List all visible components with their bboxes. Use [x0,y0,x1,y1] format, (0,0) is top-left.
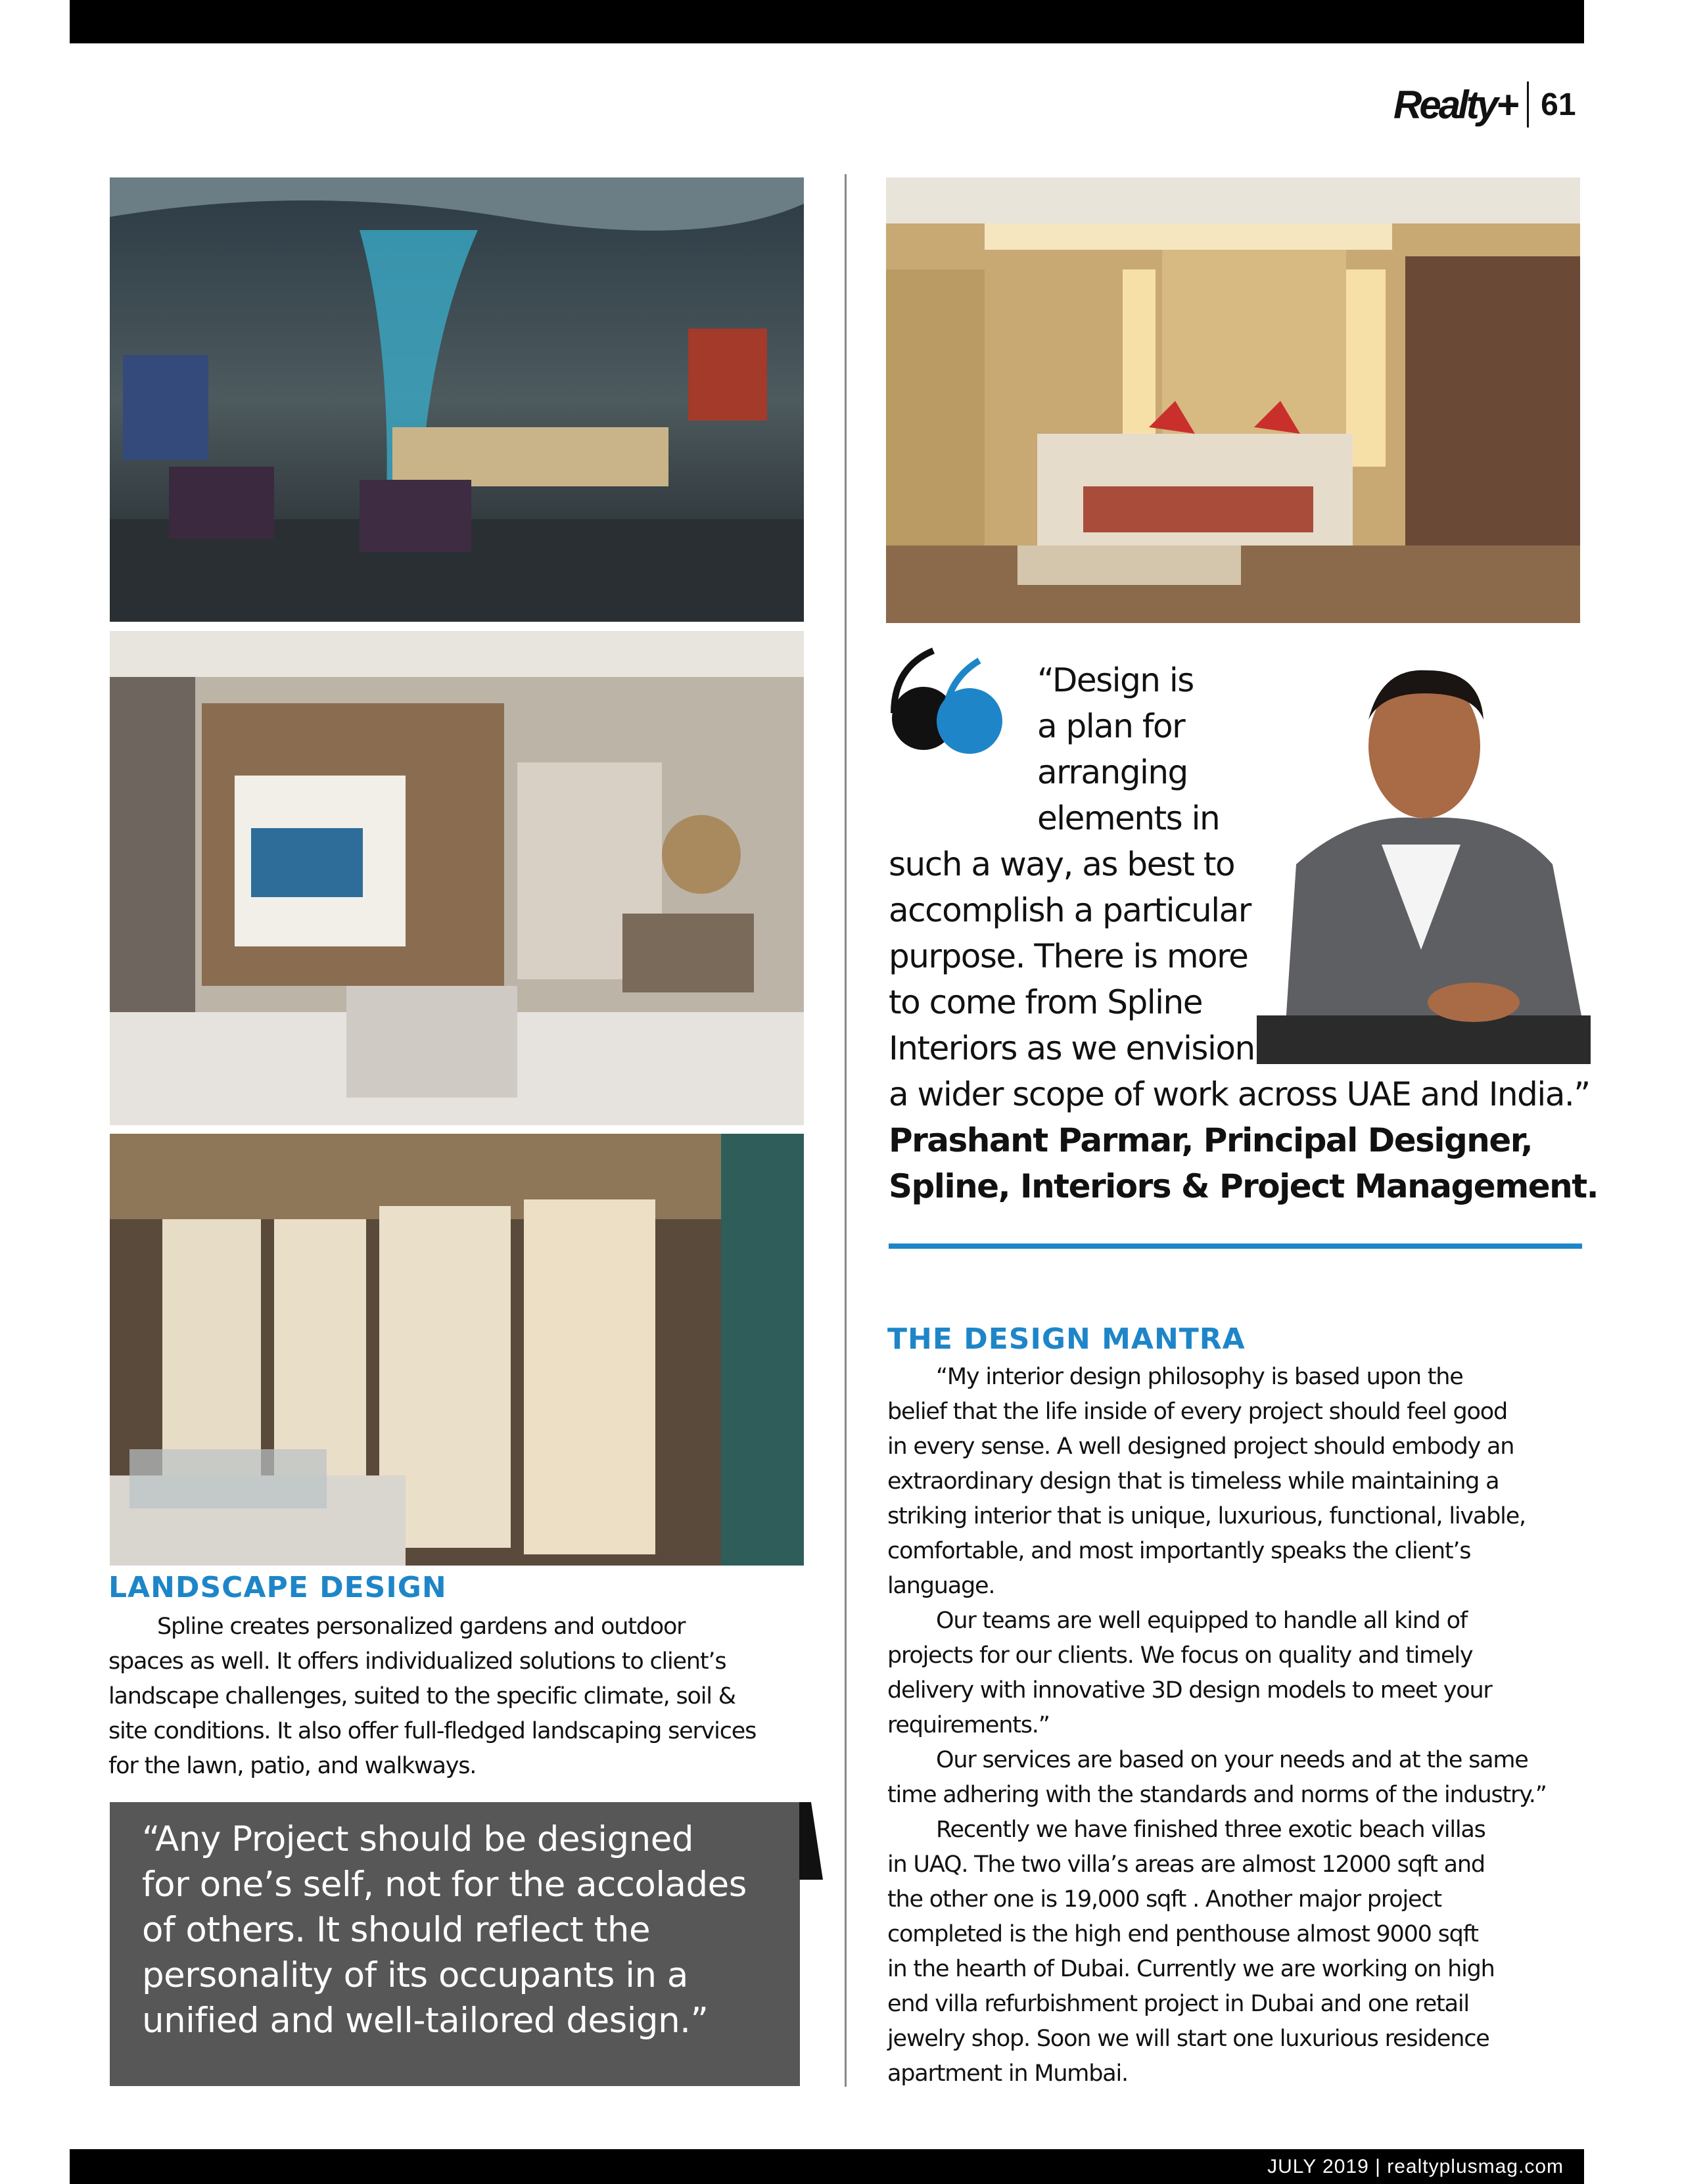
pull-quote-line: personality of its occupants in a [142,1955,688,1995]
quote-line: elements in [1037,799,1220,837]
quote-line: a plan for [1037,707,1185,745]
pull-quote-wedge [799,1802,823,1880]
bedroom-photo [886,177,1580,623]
body-line: apartment in Mumbai. [887,2060,1128,2087]
lounge-photo [110,177,804,622]
body-line: striking interior that is unique, luxurious, functional, livable, [887,1503,1526,1529]
quote-line: Interiors as we envision [889,1029,1255,1067]
body-line: for the lawn, patio, and walkways. [108,1753,477,1779]
quote-attribution [889,1117,1598,1209]
masthead-divider [1527,81,1529,128]
pull-quote-line: for one’s self, not for the accolades [142,1865,747,1905]
design-mantra-heading: THE DESIGN MANTRA [887,1322,1246,1356]
quote-line: “Design is [1037,661,1194,699]
body-line: jewelry shop. Soon we will start one luxurious residence [887,2026,1489,2052]
body-line: landscape challenges, suited to the specific climate, soil & [108,1683,736,1709]
pull-quote-text [142,1817,786,2043]
body-line: extraordinary design that is timeless while maintaining a [887,1468,1499,1495]
quote-mark-icon [887,647,1012,772]
body-line: end villa refurbishment project in Dubai and one retail [887,1991,1469,2017]
quote-line: arranging [1037,753,1188,791]
top-bar [70,0,1584,43]
body-line: in the hearth of Dubai. Currently we are working on high [887,1956,1495,1982]
column-divider [845,174,847,2087]
body-line: delivery with innovative 3D design models to meet your [887,1677,1492,1704]
portrait-photo [1257,647,1591,1064]
pull-quote-line: of others. It should reflect the [142,1910,651,1950]
body-line: in UAQ. The two villa’s areas are almost 12000 sqft and [887,1851,1485,1878]
body-line: Spline creates personalized gardens and outdoor [157,1614,686,1640]
body-line: completed is the high end penthouse almost 9000 sqft [887,1921,1478,1947]
footer-text: JULY 2019 | realtyplusmag.com [1267,2156,1564,2177]
jewelry-shop-photo [110,1134,804,1566]
design-mantra-body [887,1360,1584,2091]
body-line: site conditions. It also offer full-fledged landscaping services [108,1718,757,1744]
quote-line: to come from Spline [889,983,1202,1021]
pull-quote-line: “Any Project should be designed [142,1819,693,1859]
body-line: language. [887,1573,995,1599]
body-line: “My interior design philosophy is based upon the [936,1364,1463,1390]
quote-line: accomplish a particular [889,891,1251,929]
body-line: time adhering with the standards and norms of the industry.” [887,1782,1547,1808]
attribution-line: Spline, Interiors & Project Management. [889,1167,1599,1205]
body-line: the other one is 19,000 sqft . Another major project [887,1886,1441,1913]
page-number: 61 [1541,87,1576,122]
body-line: Recently we have finished three exotic beach villas [936,1817,1485,1843]
quote-line: a wider scope of work across UAE and India.” [889,1075,1590,1113]
living-room-photo [110,631,804,1125]
landscape-design-heading: LANDSCAPE DESIGN [108,1571,447,1604]
body-line: comfortable, and most importantly speaks the client’s [887,1538,1471,1564]
section-rule [889,1243,1582,1249]
landscape-design-body [108,1610,825,1784]
body-line: Our teams are well equipped to handle all kind of [936,1608,1467,1634]
attribution-line: Prashant Parmar, Principal Designer, [889,1121,1533,1159]
masthead [1393,78,1576,131]
pull-quote-line: unified and well-tailored design.” [142,2001,709,2041]
body-line: spaces as well. It offers individualized solutions to client’s [108,1648,726,1675]
body-line: requirements.” [887,1712,1050,1738]
quote-line: such a way, as best to [889,845,1235,883]
body-line: belief that the life inside of every project should feel good [887,1399,1507,1425]
brand-logo: Realty+ [1393,82,1517,127]
body-line: in every sense. A well designed project should embody an [887,1433,1514,1460]
body-line: projects for our clients. We focus on quality and timely [887,1642,1473,1669]
quote-line: purpose. There is more [889,937,1248,975]
body-line: Our services are based on your needs and at the same [936,1747,1528,1773]
